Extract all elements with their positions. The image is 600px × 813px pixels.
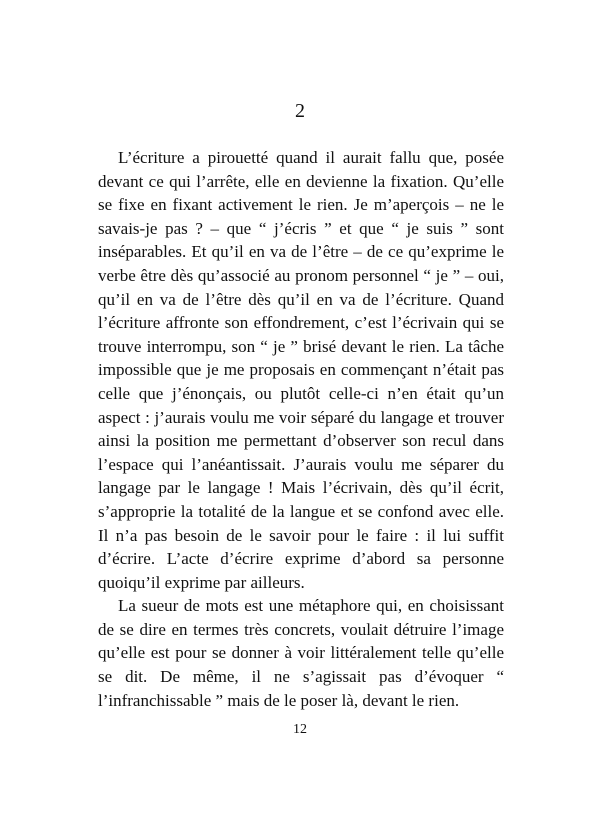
chapter-number: 2 — [295, 100, 305, 122]
body-text — [98, 146, 504, 712]
paragraph-1: L’écriture a pirouetté quand il aurait fallu que, posée devant ce qui l’arrête, elle en devienne la fixation. Qu’elle se fixe en fixant activement le rien. Je m’aperçois – ne le savais-je pas ? – que “ j’écris ” et que “ je suis ” sont inséparables. Et qu’il en va de l’être – de ce qu’exprime le verbe être dès qu’associé au pronom personnel “ je ” – oui, qu’il en va de l’être dès qu’il en va de l’écriture. Quand l’écriture affronte son effondrement, c’est l’écrivain qui se trouve interrompu, son “ je ” brisé devant le rien. La tâche impossible que je me proposais en commençant n’était pas celle que j’énonçais, ou plutôt celle-ci n’en était qu’un aspect : j’aurais voulu me voir séparé du langage et trouver ainsi la position me permettant d’observer son recul dans l’espace qui l’anéantissait. J’aurais voulu me séparer du langage par le langage ! Mais l’écrivain, dès qu’il écrit, s’approprie la totalité de la langue et se confond avec elle. Il n’a pas besoin de le savoir pour le faire : il lui suffit d’écrire. L’acte d’écrire exprime d’abord sa personne quoiqu’il exprime par ailleurs. — [98, 148, 504, 592]
page-number: 12 — [293, 722, 307, 737]
paragraph-2: La sueur de mots est une métaphore qui, en choisissant de se dire en termes très concrets, voulait détruire l’image qu’elle est pour se donner à voir littéralement telle qu’elle se dit. De même, il ne s’agissait pas d’évoquer “ l’infranchissable ” mais de le poser là, devant le rien. — [98, 596, 504, 710]
